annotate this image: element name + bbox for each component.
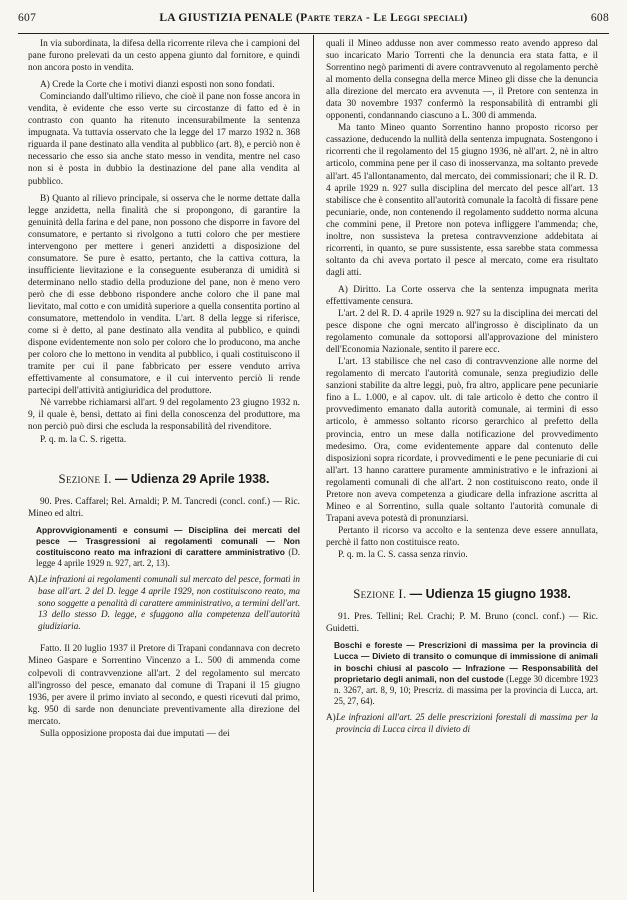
header-rule <box>18 33 609 34</box>
hearing-date: — Udienza 29 Aprile 1938. <box>115 471 270 486</box>
section-label: Sezione I. <box>58 471 112 486</box>
maxim-keywords: Boschi e foreste — Prescrizioni di massima per la provincia di Lucca — Divieto di transito o comunque di immissione di animali in boschi chiusi al pascolo — Infrazione — Responsabilità del proprietario degli animali, non del custode <box>334 640 598 684</box>
page-number-left: 607 <box>18 12 37 24</box>
right-column <box>326 38 598 736</box>
journal-title <box>18 12 609 24</box>
section-heading <box>28 472 300 487</box>
massima-text: Le infrazioni ai regolamenti comunali sul mercato del pesce, formati in base all'art. 2 del D. legge 4 aprile 1929, non costituiscono reato, ma sono soggette a penalità di carattere amministrativo, a termini dell'art. 13 dello stesso D. legge, e sfuggono alla competenza dell'autorità giudiziaria. <box>38 574 300 631</box>
paragraph: L'art. 13 stabilisce che nel caso di contravvenzione alle norme del regolamento di mercato l'autorità comunale, senza pregiudizio delle sanzioni stabilite da altre leggi, può, fra altro, applicare pene pecuniarie fino a L. 1.000, e al capov. ult. di tale articolo è detto che contro il provvedimento emanato dalla autorità comunale, ai termini di esso articolo, è ammesso soltanto ricorso gerarchico al prefetto della provincia, entro un mese dalla notificazione del provvedimento medesimo. Ora, come evidentemente appare dal contenuto delle disposizioni sopra ricordate, i provvedimenti e le pene pecuniarie di cui all'art. 13 hanno carattere puramente amministrativo e le infrazioni ai regolamenti comunali di che all'art. 2 non costituiscono reato, onde il Pretore non aveva competenza a giudicare della infrazione ascritta al Mineo e al Sorrentino, sulla quale soltanto l'autorità comunale di Trapani aveva potestà di pronunziarsi. <box>326 357 598 524</box>
court-composition: 90. Pres. Caffarel; Rel. Arnaldi; P. M. Tancredi (concl. conf.) — Ric. Mineo ed altri. <box>28 496 300 519</box>
paragraph: B) Quanto al rilievo principale, si osserva che le norme dettate dalla legge anzidetta, nella finalità che si propongono, di garantire la genuinità della farina e del pane, non possono che disporre in favore del consumatore, e pertanto si rivolgono a tutti coloro che per mestiere intervengono per mettere i generi anzidetti a disposizione del consumatore. Se pure è esatto, pertanto, che la cattiva cottura, la insufficiente lievitazione e la conseguente esuberanza di umidità si determinano nello stadio della produzione del pane, non è meno vero però che di esse debbono rispondere anche coloro che il pane mal lievitato, mal cotto e con umidità superiore a quella consentita portino al consumatore, mettendolo in vendita. L'art. 8 della legge si riferisce, come si è detto, al pane destinato alla vendita al pubblico, e quindi dispone evidentemente non solo per coloro che lo producono, ma anche per coloro che lo mettono in vendita al pubblico, i quali costituiscono il tramite per cui il pane fabbricato per essere venduto arriva effettivamente al consumatore, e il cui intervento perciò li rende partecipi dell'attività antigiuridica del produttore. <box>28 193 300 397</box>
left-column <box>28 38 300 740</box>
massima-label: A) <box>28 574 38 585</box>
paragraph: Ma tanto Mineo quanto Sorrentino hanno proposto ricorso per cassazione, deducendo la nullità della sentenza impugnata. Sostengono i ricorrenti che il regolamento del 15 giugno 1936, nè all'art. 2, nè in altro articolo, commina pene per il caso di inosservanza, ma soltanto prevede all'art. 45 l'allontanamento, dal mercato, dei commissionari; che il R. D. 4 aprile 1929 n. 927 sulla disciplina del mercato del pesce all'art. 13 stabilisce che è consentito all'autorità comunale la facoltà di fissare pene pecuniarie, onde, non contenendo il regolamento suddetto norma alcuna che commini pene, il Pretore non poteva infliggere l'ammenda; che, inoltre, non sussisteva la pretesa contravvenzione addebitata ai ricorrenti, in quanto, se pure sussistente, essa sarebbe stata commessa soltanto da chi aveva portato il pesce al mercato, come era risultato dagli atti. <box>326 123 598 278</box>
massima <box>326 712 598 735</box>
paragraph: P. q. m. la C. S. rigetta. <box>40 434 127 445</box>
massima <box>28 574 300 632</box>
paragraph: In via subordinata, la difesa della ricorrente rileva che i campioni del pane furono prelevati da un cesto appena giunto dal fornitore, e quindi non ancora posto in vendita. <box>28 39 300 74</box>
paragraph: Cominciando dall'ultimo rilievo, che cioè il pane non fosse ancora in vendita, è evidente che esso verte su circostanze di fatto ed è in contrasto con quanto ha ritenuto incensurabilmente la sentenza impugnata. Va tuttavia osservato che la legge del 17 marzo 1932 n. 368 riguarda il pane destinato alla vendita al pubblico (art. 8), e perciò non è necessario che esso sia anche stato messo in vendita, mentre nel caso non si è posta in dubbio la destinazione del pane alla vendita al pubblico. <box>28 92 300 187</box>
paragraph: quali il Mineo addusse non aver commesso reato avendo appreso dal suo incaricato Mario Torrenti che la denuncia era stata fatta, e il Sorrentino negò parimenti di avere contravvenuto al regolamento perchè al momento della consegna della merce Mineo gli disse che la denuncia alla direzione del mercato era avvenuta —, il Pretore con sentenza in data 30 novembre 1937 confermò la responsabilità di entrambi gli opponenti, condannando ciascuno a L. 300 di ammenda. <box>326 39 598 122</box>
journal-title-main: LA GIUSTIZIA PENALE <box>159 12 293 24</box>
page-number-right: 608 <box>590 12 609 24</box>
massima-label: A) <box>326 712 336 723</box>
section-heading <box>326 587 598 602</box>
paragraph: A) Crede la Corte che i motivi dianzi esposti non sono fondati. <box>40 80 275 91</box>
maxim-reference: (Legge 30 dicembre 1923 n. 3267, art. 8, 9, 10; Prescriz. di massima per la provincia di Lucca, art. 25, 27, 64). <box>334 673 599 707</box>
paragraph: Nè varrebbe richiamarsi all'art. 9 del regolamento 23 giugno 1932 n. 9, il quale è, bensì, dettato ai fini della conoscenza del produttore, ma non perciò può dirsi che escluda la responsabilità del rivenditore. <box>28 398 300 433</box>
paragraph: Pertanto il ricorso va accolto e la sentenza deve essere annullata, perchè il fatto non costituisce reato. <box>326 525 598 548</box>
paragraph: L'art. 2 del R. D. 4 aprile 1929 n. 927 su la disciplina dei mercati del pesce dispone che ogni mercato all'ingrosso è disciplinato da un regolamento comunale da sottoporsi all'approvazione del ministero dell'Economia Nazionale, sentito il parere ecc. <box>326 309 598 356</box>
paragraph: Fatto. Il 20 luglio 1937 il Pretore di Trapani condannava con decreto Mineo Gaspare e Sorrentino Vincenzo a L. 500 di ammenda come colpevoli di contravvenzione all'art. 2 del regolamento sul mercato all'ingrosso del pesce, emanato dal comune di Trapani il 15 giugno 1936, per avere il primo inviato al secondo, e questi ricevuti dal primo, kg. 950 di sarde non denunciate preventivamente alla direzione del mercato. <box>28 644 300 727</box>
paragraph: P. q. m. la C. S. cassa senza rinvio. <box>338 549 468 560</box>
court-composition: 91. Pres. Tellini; Rel. Crachi; P. M. Bruno (concl. conf.) — Ric. Guidetti. <box>326 612 598 635</box>
paragraph: Sulla opposizione proposta dai due imputati — dei <box>40 728 230 739</box>
hearing-date: — Udienza 15 giugno 1938. <box>409 587 571 602</box>
maxim-summary <box>326 640 598 707</box>
page-header <box>18 12 609 30</box>
massima-text: Le infrazioni all'art. 25 delle prescrizioni forestali di massima per la provincia di Lucca circa il divieto di <box>336 712 598 734</box>
column-divider <box>313 35 314 892</box>
journal-title-sub: (Parte terza - Le Leggi speciali) <box>296 12 468 24</box>
maxim-reference: (D. legge 4 aprile 1929 n. 927, art. 2, 13). <box>36 547 300 569</box>
paragraph: A) Diritto. La Corte osserva che la sentenza impugnata merita effettivamente censura. <box>326 284 598 307</box>
maxim-summary <box>28 525 300 570</box>
section-label: Sezione I. <box>353 587 407 602</box>
maxim-keywords: Approvvigionamenti e consumi — Disciplina dei mercati del pesce — Trasgressioni ai regolamenti comunali — Non costituiscono reato ma infrazioni di carattere amministrativo <box>36 524 300 558</box>
